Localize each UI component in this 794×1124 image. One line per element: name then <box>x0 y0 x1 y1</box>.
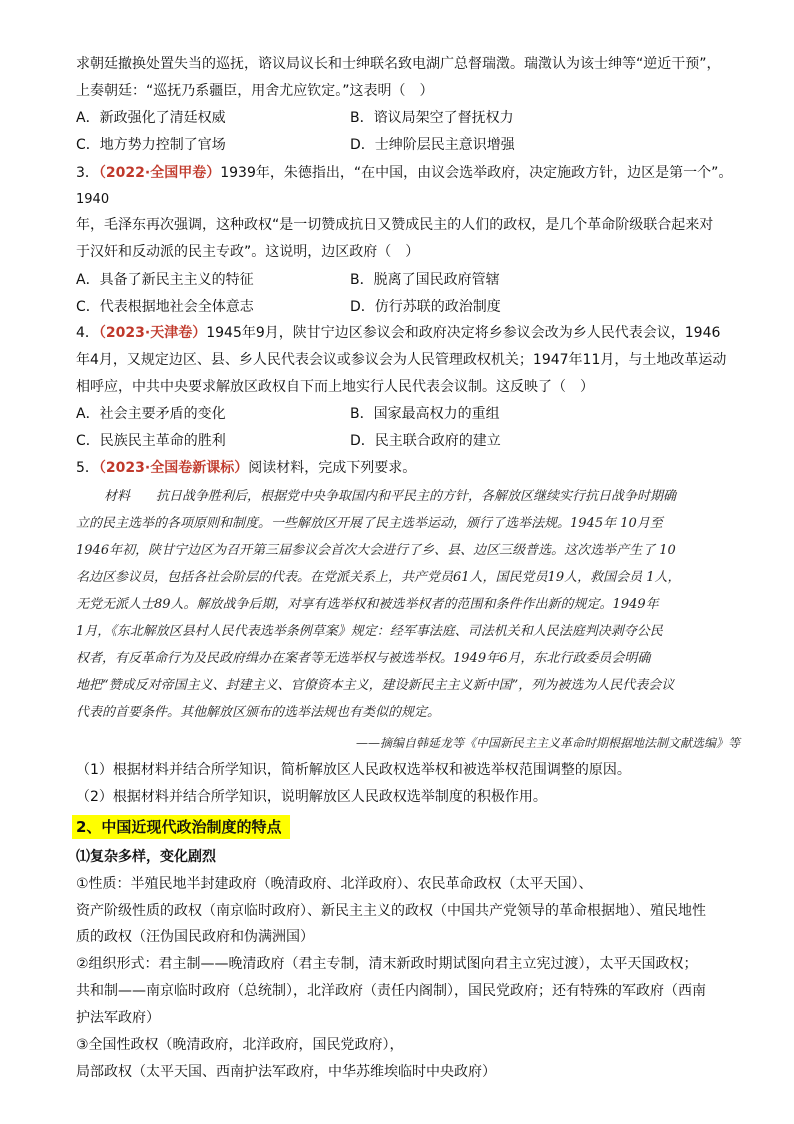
q2-option-d: D．士绅阶层民主意识增强 <box>350 137 515 153</box>
q3-year-line: 1940 <box>76 192 110 207</box>
section-body-line: 质的政权（汪伪国民政府和伪满洲国） <box>76 929 314 945</box>
q5-stem-line-1 <box>76 458 416 478</box>
q5-material-line: 无党无派人士89人。解放战争后期，对享有选举权和被选举权者的范围和条件作出新的规定。1949年 <box>76 597 659 612</box>
q5-material-line: 名边区参议员，包括各社会阶层的代表。在党派关系上，共产党员61人，国民党员19人，救国会员 1人， <box>76 570 681 585</box>
q4-option-b: B．国家最高权力的重组 <box>350 406 500 422</box>
q5-material-line: 权者，有反革命行为及民政府缉办在案者等无选举权与被选举权。1949年6月，东北行政委员会明确 <box>76 651 651 666</box>
q5-number: 5． <box>76 460 99 476</box>
q5-source-tag: （2023·全国卷新课标） <box>98 460 249 476</box>
q3-source-tag: （2022·全国甲卷） <box>98 165 221 181</box>
q3-option-b: B．脱离了国民政府管辖 <box>350 272 500 288</box>
q5-material-line: 代表的首要条件。其他解放区颁布的选举法规也有类似的规定。 <box>76 705 441 720</box>
q3-stem-line-3: 于汉奸和反动派的民主专政”。这说明，边区政府（ ） <box>76 244 420 260</box>
q3-option-d: D．仿行苏联的政治制度 <box>350 299 501 315</box>
q3-number: 3． <box>76 165 99 181</box>
q3-stem-line-2: 年，毛泽东再次强调，这种政权“是一切赞成抗日又赞成民主的人们的政权，是几个革命阶级联合起来对 <box>76 217 714 233</box>
section-subheading: ⑴复杂多样，变化剧烈 <box>76 849 216 865</box>
q4-option-a: A．社会主要矛盾的变化 <box>76 406 226 422</box>
q4-source-tag: （2023·天津卷） <box>98 325 207 341</box>
section-body-line: 局部政权（太平天国、西南护法军政府，中华苏维埃临时中央政府） <box>76 1064 496 1080</box>
q5-material-line: 立的民主选举的各项原则和制度。一些解放区开展了民主选举运动，颁行了选举法规。1945年 10月至 <box>76 516 663 531</box>
q4-stem-line-1 <box>76 323 720 343</box>
q5-material-line: 地把“赞成反对帝国主义、封建主义、官僚资本主义，建设新民主主义新中国”，列为被选为人民代表会议 <box>76 678 675 693</box>
q3-option-a: A．具备了新民主主义的特征 <box>76 272 254 288</box>
q4-option-c: C．民族民主革命的胜利 <box>76 433 226 449</box>
q5-subquestion-2: （2）根据材料并结合所学知识，说明解放区人民政权选举制度的积极作用。 <box>76 789 547 805</box>
q3-stem-line-1 <box>76 163 732 183</box>
q4-option-d: D．民主联合政府的建立 <box>350 433 501 449</box>
q4-stem-line-3: 相呼应，中共中央要求解放区政权自下而上地实行人民代表会议制。这反映了（ ） <box>76 379 594 395</box>
section-heading: 2、中国近现代政治制度的特点 <box>76 818 282 836</box>
section-body-line: ①性质：半殖民地半封建政府（晚清政府、北洋政府）、农民革命政权（太平天国）、 <box>76 876 593 892</box>
q5-subquestion-1: （1）根据材料并结合所学知识，简析解放区人民政权选举权和被选举权范围调整的原因。 <box>76 762 631 778</box>
q2-option-b: B．谘议局架空了督抚权力 <box>350 110 514 126</box>
q4-stem-line-2: 年4月，又规定边区、县、乡人民代表会议或参议会为人民管理政权机关；1947年11月，与土地改革运动 <box>76 352 727 368</box>
q2-option-c: C．地方势力控制了官场 <box>76 137 226 153</box>
q5-material-line: 材料 抗日战争胜利后，根据党中央争取国内和平民主的方针，各解放区继续实行抗日战争时期确 <box>104 489 677 504</box>
q5-material-line: 1946年初，陕甘宁边区为召开第三届参议会首次大会进行了乡、县、边区三级普选。这次选举产生了 10 <box>76 543 676 558</box>
section-body-line: 资产阶级性质的政权（南京临时政府）、新民主主义的政权（中国共产党领导的革命根据地）、殖民地性 <box>76 903 706 919</box>
section-body-line: ③全国性政权（晚清政府，北洋政府，国民党政府）， <box>76 1037 404 1053</box>
section-heading-highlight <box>72 815 290 839</box>
q5-stem-text: 阅读材料，完成下列要求。 <box>248 460 417 476</box>
q2-stem-line-1: 求朝廷撤换处置失当的巡抚，谘议局议长和士绅联名致电湖广总督瑞澂。瑞澂认为该士绅等“逆近干预”， <box>76 56 721 72</box>
q3-stem-text: 1939年，朱德指出，“在中国，由议会选举政府，决定施政方针，边区是第一个”。 <box>220 165 733 181</box>
section-body-line: ②组织形式：君主制——晚清政府（君主专制，清末新政时期试图向君主立宪过渡），太平天国政权； <box>76 956 698 972</box>
q5-citation: ——摘编自韩延龙等《中国新民主主义革命时期根据地法制文献选编》等 <box>355 736 740 750</box>
section-body-line: 共和制——南京临时政府（总统制），北洋政府（责任内阁制），国民党政府；还有特殊的军政府（西南 <box>76 983 706 999</box>
q5-material-line: 1月，《东北解放区县村人民代表选举条例草案》规定：经军事法庭、司法机关和人民法庭判决剥夺公民 <box>76 624 663 639</box>
q4-stem-text: 1945年9月，陕甘宁边区参议会和政府决定将乡参议会改为乡人民代表会议，1946 <box>206 325 721 341</box>
q3-option-c: C．代表根据地社会全体意志 <box>76 299 254 315</box>
q2-stem-line-2: 上奏朝廷：“巡抚乃系疆臣，用舍尤应钦定。”这表明（ ） <box>76 83 434 99</box>
q4-number: 4． <box>76 325 99 341</box>
q2-option-a: A．新政强化了清廷权威 <box>76 110 226 126</box>
section-body-line: 护法军政府） <box>76 1010 160 1026</box>
